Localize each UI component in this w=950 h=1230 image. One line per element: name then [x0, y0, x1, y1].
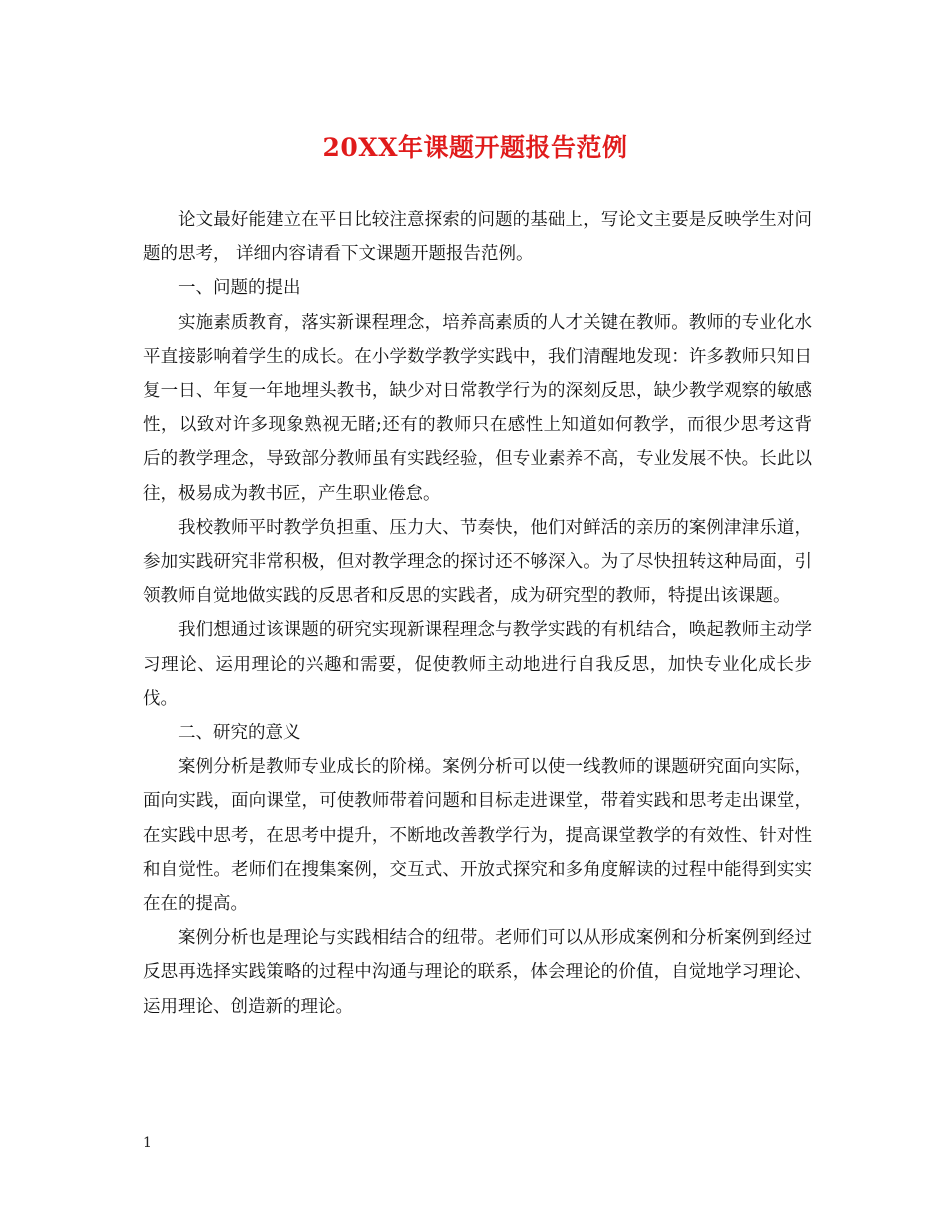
paragraph-problem-2: 我校教师平时教学负担重、压力大、节奏快，他们对鲜活的亲历的案例津津乐道，参加实践研究非常积极，但对教学理念的探讨还不够深入。为了尽快扭转这种局面，引领教师自觉地做实践的反思者和反思的实践者，成为研究型的教师，特提出该课题。: [143, 517, 812, 607]
document-body: [143, 203, 812, 1024]
page-number: 1: [143, 1135, 152, 1151]
paragraph-significance-2: 案例分析也是理论与实践相结合的纽带。老师们可以从形成案例和分析案例到经过反思再选择实践策略的过程中沟通与理论的联系，体会理论的价值，自觉地学习理论、运用理论、创造新的理论。: [143, 928, 812, 1017]
section-heading-problem: 一、问题的提出: [178, 278, 301, 299]
document-title: 20XX年课题开题报告范例: [322, 133, 628, 162]
paragraph-intro: 论文最好能建立在平日比较注意探索的问题的基础上，写论文主要是反映学生对问题的思考， 详细内容请看下文课题开题报告范例。: [143, 210, 812, 265]
paragraph-problem-1: 实施素质教育，落实新课程理念，培养高素质的人才关键在教师。教师的专业化水平直接影响着学生的成长。在小学数学教学实践中，我们清醒地发现：许多教师只知日复一日、年复一年地埋头教书，缺少对日常教学行为的深刻反思，缺少教学观察的敏感性，以致对许多现象熟视无睹;还有的教师只在感性上知道如何教学，而很少思考这背后的教学理念，导致部分教师虽有实践经验，但专业素养不高，专业发展不快。长此以往，极易成为教书匠，产生职业倦怠。: [143, 312, 812, 504]
paragraph-problem-3: 我们想通过该课题的研究实现新课程理念与教学实践的有机结合，唤起教师主动学习理论、运用理论的兴趣和需要，促使教师主动地进行自我反思，加快专业化成长步伐。: [143, 620, 812, 709]
paragraph-significance-1: 案例分析是教师专业成长的阶梯。案例分析可以使一线教师的课题研究面向实际，面向实践，面向课堂，可使教师带着问题和目标走进课堂，带着实践和思考走出课堂，在实践中思考，在思考中提升，不断地改善教学行为，提高课堂教学的有效性、针对性和自觉性。老师们在搜集案例，交互式、开放式探究和多角度解读的过程中能得到实实在在的提高。: [143, 757, 812, 915]
section-heading-significance: 二、研究的意义: [178, 723, 301, 744]
